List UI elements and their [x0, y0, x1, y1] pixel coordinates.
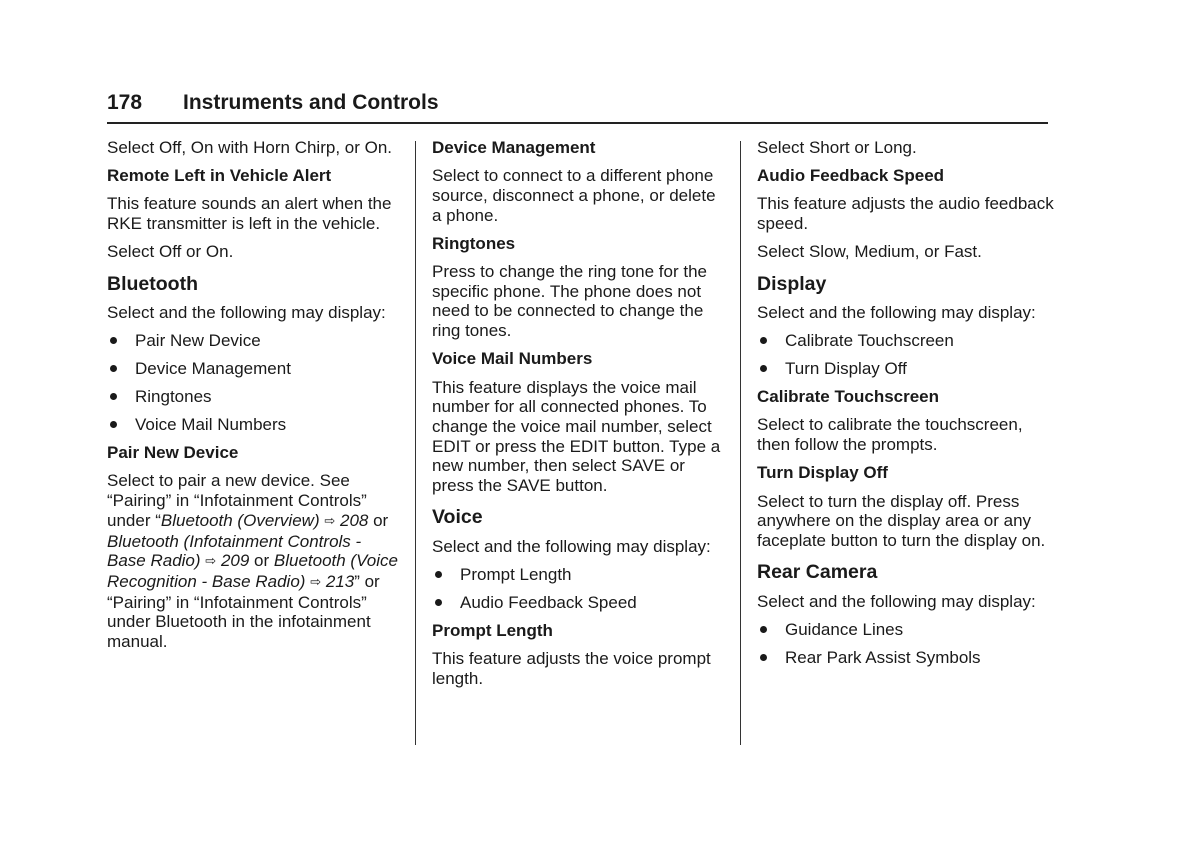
- paragraph-display-intro: Select and the following may display:: [757, 303, 1036, 323]
- paragraph-voice-intro: Select and the following may display:: [432, 536, 711, 556]
- paragraph-rear-camera-intro: Select and the following may display:: [757, 591, 1036, 611]
- paragraph-calibrate-touchscreen: Select to calibrate the touchscreen, then follow the prompts.: [757, 415, 1023, 455]
- paragraph-audio-feedback-speed: This feature adjusts the audio feedback speed.: [757, 194, 1054, 234]
- heading-bluetooth: Bluetooth: [107, 272, 198, 295]
- paragraph-pair-new-device: [107, 471, 399, 651]
- list-item: [757, 331, 1055, 351]
- bullet-icon: [435, 599, 442, 606]
- text-run: or: [368, 510, 389, 530]
- list-item: [757, 359, 1055, 379]
- heading-pair-new-device: Pair New Device: [107, 443, 239, 463]
- text-run: ” or “Pairing” in “Infotainment Controls” under Bluetooth in the infotainment manual.: [107, 571, 380, 652]
- page-reference-icon: ⇨: [205, 553, 217, 569]
- page-header: [107, 88, 1048, 124]
- list-item: [107, 415, 399, 435]
- list-item-label: Audio Feedback Speed: [460, 592, 637, 612]
- list-item-label: Rear Park Assist Symbols: [785, 647, 981, 667]
- heading-device-management: Device Management: [432, 138, 596, 157]
- paragraph-ringtones: Press to change the ring tone for the specific phone. The phone does not need to be connected to change the ring tones.: [432, 262, 708, 341]
- heading-audio-feedback-speed: Audio Feedback Speed: [757, 166, 945, 186]
- paragraph-remote-select: Select Off or On.: [107, 242, 234, 262]
- list-item-label: Turn Display Off: [785, 359, 907, 379]
- list-item: [107, 387, 399, 407]
- paragraph-turn-display-off: Select to turn the display off. Press anywhere on the display area or any faceplate button to turn the display on.: [757, 491, 1046, 550]
- bullet-icon: [435, 571, 442, 578]
- page-reference-number[interactable]: 213: [325, 571, 355, 591]
- list-item: [432, 565, 728, 585]
- column-divider-1: [415, 141, 416, 745]
- page-reference-icon: ⇨: [310, 573, 322, 589]
- bullet-icon: [110, 421, 117, 428]
- paragraph-prompt-length: This feature adjusts the voice prompt length.: [432, 649, 711, 688]
- paragraph-prompt-select: Select Short or Long.: [757, 138, 917, 157]
- paragraph-audio-select: Select Slow, Medium, or Fast.: [757, 242, 982, 262]
- column-3: [757, 138, 1055, 676]
- list-item-label: Calibrate Touchscreen: [785, 331, 954, 351]
- list-item-label: Ringtones: [135, 387, 212, 407]
- bullet-icon: [760, 365, 767, 372]
- paragraph-remote-left-alert: This feature sounds an alert when the RKE transmitter is left in the vehicle.: [107, 194, 392, 234]
- heading-remote-left-alert: Remote Left in Vehicle Alert: [107, 166, 332, 186]
- column-2: [432, 138, 728, 697]
- section-title: Instruments and Controls: [183, 91, 439, 114]
- page-number: 178: [107, 91, 143, 114]
- text-run: or: [249, 551, 274, 571]
- cross-reference-link[interactable]: Bluetooth (Voice Recognition - Base Radio): [107, 551, 398, 591]
- bullet-icon: [110, 393, 117, 400]
- page-reference-icon: ⇨: [324, 512, 336, 528]
- bullet-icon: [110, 365, 117, 372]
- bullet-icon: [760, 337, 767, 344]
- heading-rear-camera: Rear Camera: [757, 561, 878, 584]
- bullet-icon: [110, 337, 117, 344]
- column-1: [107, 138, 399, 660]
- list-item-label: Guidance Lines: [785, 619, 904, 639]
- paragraph-bluetooth-intro: Select and the following may display:: [107, 303, 386, 323]
- page-reference-number[interactable]: 209: [220, 551, 250, 571]
- heading-display: Display: [757, 272, 827, 295]
- header-rule: [107, 122, 1048, 124]
- list-item: [757, 620, 1055, 640]
- list-item: [757, 648, 1055, 668]
- list-item-label: Prompt Length: [460, 564, 572, 584]
- paragraph-voice-mail-numbers: This feature displays the voice mail number for all connected phones. To change the voice mail number, select EDIT or press the EDIT button. Type a new number, then select SAVE or press the SAVE button.: [432, 377, 721, 496]
- bullet-icon: [760, 654, 767, 661]
- heading-prompt-length: Prompt Length: [432, 620, 553, 640]
- list-item-label: Pair New Device: [135, 331, 261, 351]
- heading-ringtones: Ringtones: [432, 233, 516, 253]
- list-item: [107, 331, 399, 351]
- list-item: [432, 593, 728, 613]
- heading-calibrate-touchscreen: Calibrate Touchscreen: [757, 387, 940, 407]
- list-item-label: Voice Mail Numbers: [135, 415, 287, 435]
- list-item-label: Device Management: [135, 359, 291, 379]
- paragraph-horn-chirp: Select Off, On with Horn Chirp, or On.: [107, 138, 393, 157]
- column-divider-2: [740, 141, 741, 745]
- heading-voice-mail-numbers: Voice Mail Numbers: [432, 349, 593, 369]
- heading-turn-display-off: Turn Display Off: [757, 463, 888, 483]
- paragraph-device-management: Select to connect to a different phone source, disconnect a phone, or delete a phone.: [432, 166, 716, 225]
- list-item: [107, 359, 399, 379]
- text-run: Select to pair a new device. See “Pairing” in “Infotainment Controls” under “: [107, 471, 367, 530]
- bullet-icon: [760, 626, 767, 633]
- page-reference-number[interactable]: 208: [339, 510, 369, 530]
- cross-reference-link[interactable]: Bluetooth (Infotainment Controls - Base Radio): [107, 531, 362, 571]
- cross-reference-link[interactable]: Bluetooth (Overview): [160, 510, 320, 530]
- heading-voice: Voice: [432, 506, 483, 529]
